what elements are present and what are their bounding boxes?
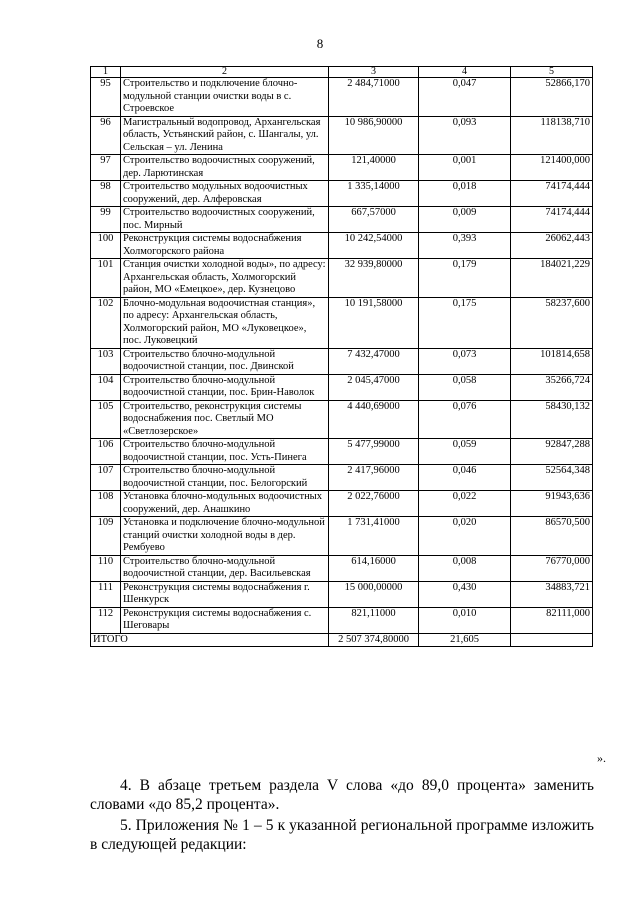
header-cell: 4 [419,67,511,78]
row-number: 102 [91,297,121,348]
object-name: Строительство водоочистных сооружений, пос. Мирный [121,207,329,233]
table-row [91,400,593,439]
header-cell: 2 [121,67,329,78]
share-value: 0,179 [419,259,511,298]
row-number: 105 [91,400,121,439]
total-label: ИТОГО [91,633,329,647]
row-number: 96 [91,116,121,155]
density-value: 52564,348 [511,465,593,491]
paragraph-4: 4. В абзаце третьем раздела V слова «до 89,0 процента» заменить словами «до 85,2 процента». [90,777,594,813]
share-value: 0,073 [419,348,511,374]
row-number: 109 [91,517,121,556]
table-header-row [91,67,593,78]
table-row [91,233,593,259]
share-value: 0,008 [419,555,511,581]
table-row [91,259,593,298]
cost-value: 1 731,41000 [329,517,419,556]
share-value: 0,018 [419,181,511,207]
object-name: Реконструкция системы водоснабжения г. Шенкурск [121,581,329,607]
cost-value: 614,16000 [329,555,419,581]
cost-value: 10 242,54000 [329,233,419,259]
density-value: 82111,000 [511,607,593,633]
object-name: Реконструкция системы водоснабжения Холмогорского района [121,233,329,259]
density-value: 121400,000 [511,155,593,181]
row-number: 97 [91,155,121,181]
table-row [91,116,593,155]
cost-value: 121,40000 [329,155,419,181]
share-value: 0,430 [419,581,511,607]
table-row [91,439,593,465]
cost-value: 5 477,99000 [329,439,419,465]
density-value: 86570,500 [511,517,593,556]
table-row [91,465,593,491]
cost-value: 2 484,71000 [329,78,419,117]
density-value: 184021,229 [511,259,593,298]
row-number: 110 [91,555,121,581]
object-name: Установка блочно-модульных водоочистных сооружений, дер. Анашкино [121,491,329,517]
table-row [91,181,593,207]
table-row [91,297,593,348]
table-row [91,491,593,517]
object-name: Реконструкция системы водоснабжения с. Шеговары [121,607,329,633]
share-value: 0,093 [419,116,511,155]
cost-value: 10 986,90000 [329,116,419,155]
object-name: Магистральный водопровод, Архангельская область, Устьянский район, с. Шангалы, ул. Сельская – ул. Ленина [121,116,329,155]
object-name: Строительство блочно-модульной водоочистной станции, пос. Двинской [121,348,329,374]
cost-value: 32 939,80000 [329,259,419,298]
table-row [91,517,593,556]
object-name: Строительство блочно-модульной водоочистной станции, дер. Васильевская [121,555,329,581]
share-value: 0,059 [419,439,511,465]
density-value: 91943,636 [511,491,593,517]
share-value: 0,010 [419,607,511,633]
cost-value: 7 432,47000 [329,348,419,374]
object-name: Строительство и подключение блочно-модульной станции очистки воды в с. Строевское [121,78,329,117]
table-row [91,607,593,633]
row-number: 108 [91,491,121,517]
object-name: Строительство блочно-модульной водоочистной станции, пос. Белогорский [121,465,329,491]
object-name: Строительство, реконструкция системы водоснабжения пос. Светлый МО «Светлозерское» [121,400,329,439]
total-cost: 2 507 374,80000 [329,633,419,647]
objects-table [90,66,593,647]
cost-value: 2 022,76000 [329,491,419,517]
share-value: 0,047 [419,78,511,117]
cost-value: 2 417,96000 [329,465,419,491]
table-row [91,555,593,581]
row-number: 107 [91,465,121,491]
page-number: 8 [316,36,324,51]
cost-value: 821,11000 [329,607,419,633]
table-row [91,374,593,400]
density-value: 101814,658 [511,348,593,374]
share-value: 0,020 [419,517,511,556]
cost-value: 4 440,69000 [329,400,419,439]
object-name: Блочно-модульная водоочистная станция», по адресу: Архангельская область, Холмогорский район, МО «Луковецкое», пос. Луковецкий [121,297,329,348]
cost-value: 15 000,00000 [329,581,419,607]
share-value: 0,175 [419,297,511,348]
density-value: 26062,443 [511,233,593,259]
row-number: 99 [91,207,121,233]
density-value: 74174,444 [511,181,593,207]
density-value: 76770,000 [511,555,593,581]
cost-value: 2 045,47000 [329,374,419,400]
total-share: 21,605 [419,633,511,647]
share-value: 0,046 [419,465,511,491]
share-value: 0,009 [419,207,511,233]
row-number: 104 [91,374,121,400]
density-value: 34883,721 [511,581,593,607]
row-number: 103 [91,348,121,374]
table-row [91,78,593,117]
header-cell: 5 [511,67,593,78]
table-row [91,348,593,374]
cost-value: 667,57000 [329,207,419,233]
header-cell: 3 [329,67,419,78]
table-row [91,207,593,233]
row-number: 98 [91,181,121,207]
density-value: 92847,288 [511,439,593,465]
object-name: Установка и подключение блочно-модульной станций очистки холодной воды в дер. Рембуево [121,517,329,556]
row-number: 100 [91,233,121,259]
object-name: Строительство модульных водоочистных сооружений, дер. Алферовская [121,181,329,207]
share-value: 0,001 [419,155,511,181]
cost-value: 10 191,58000 [329,297,419,348]
row-number: 111 [91,581,121,607]
row-number: 101 [91,259,121,298]
object-name: Строительство водоочистных сооружений, дер. Ларютинская [121,155,329,181]
row-number: 95 [91,78,121,117]
share-value: 0,393 [419,233,511,259]
closing-quote: ». [597,751,606,765]
row-number: 112 [91,607,121,633]
share-value: 0,022 [419,491,511,517]
density-value: 58237,600 [511,297,593,348]
density-value: 74174,444 [511,207,593,233]
object-name: Станция очистки холодной воды», по адресу: Архангельская область, Холмогорский район, МО «Емецкое», дер. Кузнецово [121,259,329,298]
total-density [511,633,593,647]
total-row [91,633,593,647]
share-value: 0,058 [419,374,511,400]
cost-value: 1 335,14000 [329,181,419,207]
header-cell: 1 [91,67,121,78]
paragraph-5: 5. Приложения № 1 – 5 к указанной региональной программе изложить в следующей редакции: [90,817,594,853]
row-number: 106 [91,439,121,465]
density-value: 52866,170 [511,78,593,117]
table-row [91,581,593,607]
density-value: 35266,724 [511,374,593,400]
share-value: 0,076 [419,400,511,439]
table-row [91,155,593,181]
density-value: 118138,710 [511,116,593,155]
object-name: Строительство блочно-модульной водоочистной станции, пос. Брин-Наволок [121,374,329,400]
density-value: 58430,132 [511,400,593,439]
object-name: Строительство блочно-модульной водоочистной станции, пос. Усть-Пинега [121,439,329,465]
